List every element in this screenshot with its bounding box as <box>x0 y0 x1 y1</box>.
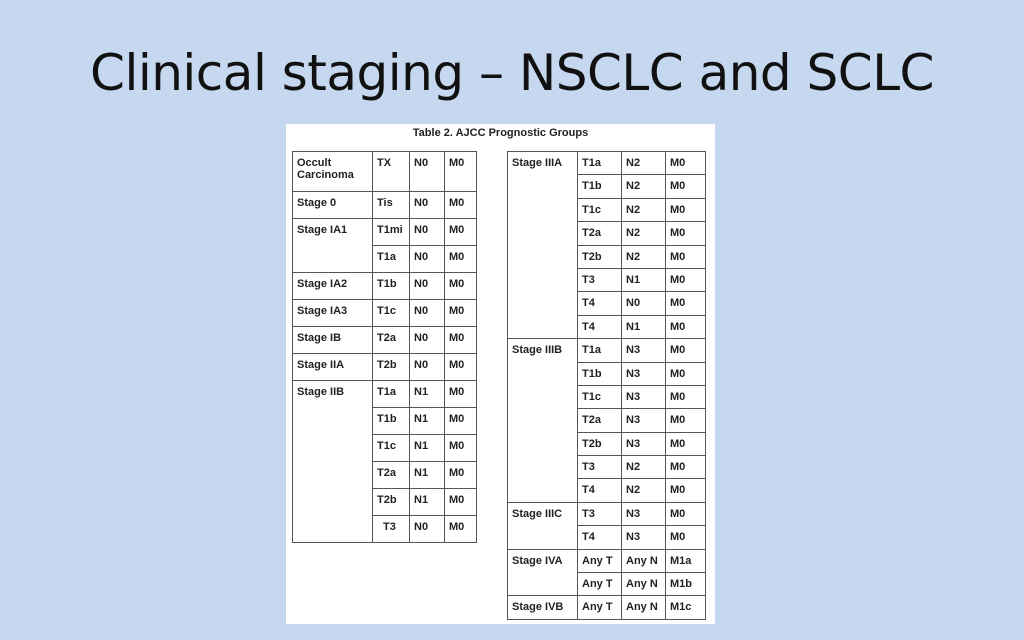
n-cell: N0 <box>410 516 445 543</box>
slide-title: Clinical staging – NSCLC and SCLC <box>90 44 934 102</box>
n-cell: N2 <box>622 152 666 175</box>
t-cell: T3 <box>578 502 622 525</box>
n-cell: Any N <box>622 596 666 619</box>
m-cell: M0 <box>445 327 477 354</box>
m-cell: M0 <box>445 300 477 327</box>
t-cell: T1b <box>578 362 622 385</box>
m-cell: M0 <box>445 516 477 543</box>
t-cell: T1mi <box>373 219 410 246</box>
t-cell: Any T <box>578 573 622 596</box>
m-cell: M0 <box>666 315 706 338</box>
n-cell: N3 <box>622 385 666 408</box>
n-cell: N3 <box>622 526 666 549</box>
t-cell: T1c <box>373 300 410 327</box>
m-cell: M0 <box>666 456 706 479</box>
t-cell: T1b <box>373 408 410 435</box>
n-cell: N2 <box>622 175 666 198</box>
m-cell: M0 <box>445 435 477 462</box>
n-cell: N3 <box>622 502 666 525</box>
table-row <box>508 549 706 572</box>
m-cell: M0 <box>666 245 706 268</box>
m-cell: M0 <box>666 268 706 291</box>
stage-cell: Stage 0 <box>293 192 373 219</box>
t-cell: T3 <box>373 516 410 543</box>
t-cell: Tis <box>373 192 410 219</box>
n-cell: N0 <box>410 192 445 219</box>
staging-table-image <box>286 124 715 624</box>
m-cell: M0 <box>666 432 706 455</box>
right-staging-table <box>507 151 706 620</box>
t-cell: T1b <box>578 175 622 198</box>
m-cell: M0 <box>445 152 477 192</box>
t-cell: T1c <box>373 435 410 462</box>
t-cell: T1c <box>578 385 622 408</box>
n-cell: N2 <box>622 245 666 268</box>
m-cell: M0 <box>445 219 477 246</box>
n-cell: N2 <box>622 456 666 479</box>
n-cell: N3 <box>622 362 666 385</box>
n-cell: N0 <box>410 354 445 381</box>
n-cell: N3 <box>622 339 666 362</box>
table-row <box>293 219 477 246</box>
n-cell: N1 <box>622 315 666 338</box>
m-cell: M0 <box>445 462 477 489</box>
m-cell: M0 <box>666 479 706 502</box>
stage-cell: Stage IVA <box>508 549 578 596</box>
n-cell: N0 <box>410 152 445 192</box>
t-cell: T2b <box>373 354 410 381</box>
t-cell: Any T <box>578 549 622 572</box>
table-row <box>293 152 477 192</box>
m-cell: M1c <box>666 596 706 619</box>
t-cell: T2b <box>578 245 622 268</box>
table-row <box>293 273 477 300</box>
stage-cell: Stage IA3 <box>293 300 373 327</box>
m-cell: M0 <box>666 222 706 245</box>
n-cell: N3 <box>622 432 666 455</box>
stage-cell: Stage IA1 <box>293 219 373 273</box>
table-row <box>293 381 477 408</box>
t-cell: T1a <box>578 339 622 362</box>
m-cell: M1b <box>666 573 706 596</box>
m-cell: M0 <box>666 198 706 221</box>
n-cell: N0 <box>410 246 445 273</box>
m-cell: M0 <box>445 354 477 381</box>
n-cell: N0 <box>410 300 445 327</box>
m-cell: M0 <box>666 409 706 432</box>
table-row <box>508 596 706 619</box>
m-cell: M0 <box>445 192 477 219</box>
n-cell: N1 <box>410 462 445 489</box>
t-cell: TX <box>373 152 410 192</box>
table-row <box>293 327 477 354</box>
n-cell: N0 <box>622 292 666 315</box>
n-cell: N2 <box>622 222 666 245</box>
table-row <box>293 354 477 381</box>
stage-cell: Occult Carcinoma <box>293 152 373 192</box>
table-row <box>508 339 706 362</box>
n-cell: N0 <box>410 219 445 246</box>
t-cell: T4 <box>578 292 622 315</box>
m-cell: M0 <box>445 408 477 435</box>
t-cell: T4 <box>578 315 622 338</box>
table-row <box>293 300 477 327</box>
n-cell: N0 <box>410 327 445 354</box>
t-cell: T2a <box>373 462 410 489</box>
table-row <box>508 152 706 175</box>
table-row <box>293 192 477 219</box>
table-caption: Table 2. AJCC Prognostic Groups <box>412 127 589 139</box>
m-cell: M0 <box>666 526 706 549</box>
stage-cell: Stage IIIC <box>508 502 578 549</box>
m-cell: M0 <box>445 381 477 408</box>
t-cell: T1a <box>373 246 410 273</box>
left-staging-table <box>292 151 477 543</box>
n-cell: N1 <box>410 408 445 435</box>
m-cell: M0 <box>445 273 477 300</box>
table-row <box>508 502 706 525</box>
m-cell: M0 <box>666 152 706 175</box>
n-cell: N2 <box>622 198 666 221</box>
m-cell: M0 <box>445 489 477 516</box>
t-cell: T1a <box>373 381 410 408</box>
n-cell: N1 <box>410 381 445 408</box>
m-cell: M0 <box>445 246 477 273</box>
t-cell: T1c <box>578 198 622 221</box>
n-cell: N3 <box>622 409 666 432</box>
m-cell: M0 <box>666 502 706 525</box>
t-cell: T2a <box>578 409 622 432</box>
stage-cell: Stage IB <box>293 327 373 354</box>
m-cell: M0 <box>666 385 706 408</box>
n-cell: N1 <box>410 435 445 462</box>
stage-cell: Stage IA2 <box>293 273 373 300</box>
t-cell: T1a <box>578 152 622 175</box>
t-cell: Any T <box>578 596 622 619</box>
t-cell: T2a <box>373 327 410 354</box>
stage-cell: Stage IVB <box>508 596 578 619</box>
n-cell: N2 <box>622 479 666 502</box>
t-cell: T2a <box>578 222 622 245</box>
n-cell: N1 <box>410 489 445 516</box>
t-cell: T1b <box>373 273 410 300</box>
t-cell: T3 <box>578 268 622 291</box>
stage-cell: Stage IIIA <box>508 152 578 339</box>
m-cell: M0 <box>666 362 706 385</box>
m-cell: M0 <box>666 339 706 362</box>
m-cell: M0 <box>666 292 706 315</box>
stage-cell: Stage IIB <box>293 381 373 543</box>
n-cell: Any N <box>622 549 666 572</box>
t-cell: T3 <box>578 456 622 479</box>
n-cell: N0 <box>410 273 445 300</box>
t-cell: T4 <box>578 526 622 549</box>
t-cell: T2b <box>578 432 622 455</box>
t-cell: T2b <box>373 489 410 516</box>
m-cell: M1a <box>666 549 706 572</box>
n-cell: Any N <box>622 573 666 596</box>
m-cell: M0 <box>666 175 706 198</box>
t-cell: T4 <box>578 479 622 502</box>
stage-cell: Stage IIIB <box>508 339 578 503</box>
n-cell: N1 <box>622 268 666 291</box>
stage-cell: Stage IIA <box>293 354 373 381</box>
